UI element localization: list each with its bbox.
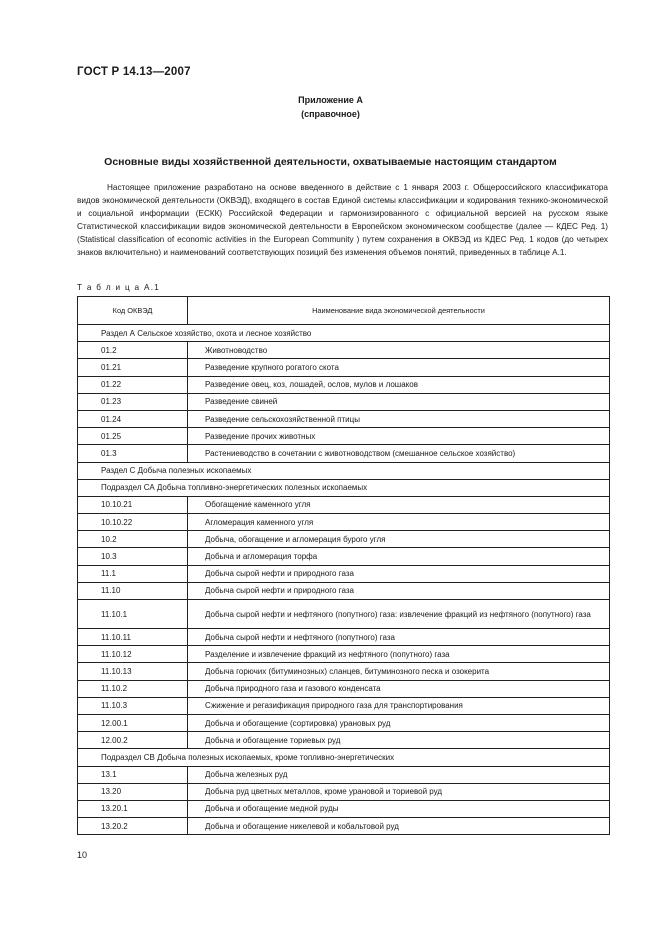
page-number: 10 [77,850,88,860]
column-header-code: Код ОКВЭД [78,297,188,325]
activity-name-cell: Разведение крупного рогатого скота [188,359,610,376]
activity-name-cell: Животноводство [188,342,610,359]
section-row [78,462,610,479]
okved-code-cell: 10.2 [78,531,188,548]
appendix-note: (справочное) [301,109,360,119]
activity-name-cell: Добыча и обогащение ториевых руд [188,732,610,749]
okved-code-cell: 11.10.12 [78,646,188,663]
okved-code-cell: 01.21 [78,359,188,376]
okved-code-cell: 01.3 [78,445,188,462]
section-row [78,325,610,342]
document-header: ГОСТ Р 14.13—2007 [77,66,191,78]
table-row [78,629,610,646]
table-row [78,410,610,427]
table-row [78,548,610,565]
activity-name-cell: Добыча и агломерация торфа [188,548,610,565]
intro-text: Настоящее приложение разработано на основе введенного в действие с 1 января 2003 г. Общероссийского классификатора видов экономической деятельности (ОКВЭД), входящего в состав Единой системы классификации и кодирования технико-экономической и социальной информации (ЕСКК) Российской Федерации и гармонизированного с официальной версией на русском языке Статистической классификации видов экономической деятельности в Европейском экономическом сообществе (далее — КДЕС Ред. 1) (Statistical classification of economic activities in the European Community ) путем сохранения в ОКВЭД из КДЕС Ред. 1 кодов (до четырех знаков включительно) и наименований соответствующих позиций без изменения объемов понятий, приведенных в таблице А.1. [77,183,608,257]
activity-name-cell: Добыча и обогащение никелевой и кобальтовой руд [188,818,610,835]
table-row [78,818,610,835]
table-row [78,582,610,599]
table-row [78,496,610,513]
table-body [78,325,610,835]
okved-code-cell: 11.10.11 [78,629,188,646]
table-row [78,531,610,548]
okved-code-cell: 11.1 [78,565,188,582]
table-row [78,646,610,663]
section-heading: Раздел С Добыча полезных ископаемых [78,462,610,479]
okved-code-cell: 01.24 [78,410,188,427]
table-row [78,565,610,582]
table-row [78,714,610,731]
table-header-row [78,297,610,325]
page-title: Основные виды хозяйственной деятельности, охватываемые настоящим стандартом [104,156,557,168]
okved-code-cell: 01.25 [78,428,188,445]
activity-name-cell: Добыча горючих (битуминозных) сланцев, битуминозного песка и озокерита [188,663,610,680]
okved-code-cell: 13.20.1 [78,800,188,817]
column-header-name: Наименование вида экономической деятельности [188,297,610,325]
activity-name-cell: Разделение и извлечение фракций из нефтяного (попутного) газа [188,646,610,663]
intro-paragraph [77,182,608,259]
activity-name-cell: Добыча сырой нефти и природного газа [188,565,610,582]
table-row [78,514,610,531]
activity-name-cell: Растениеводство в сочетании с животноводством (смешанное сельское хозяйство) [188,445,610,462]
table-row [78,800,610,817]
okved-code-cell: 10.10.22 [78,514,188,531]
table-caption: Т а б л и ц а А.1 [77,283,161,292]
activity-name-cell: Разведение прочих животных [188,428,610,445]
table-row [78,766,610,783]
table-row [78,680,610,697]
okved-code-cell: 12.00.2 [78,732,188,749]
activity-name-cell: Добыча природного газа и газового конденсата [188,680,610,697]
activity-name-cell: Добыча, обогащение и агломерация бурого угля [188,531,610,548]
appendix-label: Приложение А [298,95,363,105]
okved-code-cell: 11.10.3 [78,697,188,714]
activity-name-cell: Сжижение и регазификация природного газа для транспортирования [188,697,610,714]
okved-code-cell: 11.10.1 [78,600,188,629]
table-row [78,342,610,359]
okved-code-cell: 11.10 [78,582,188,599]
okved-code-cell: 01.2 [78,342,188,359]
okved-code-cell: 13.20.2 [78,818,188,835]
activity-name-cell: Добыча сырой нефти и нефтяного (попутного) газа: извлечение фракций из нефтяного (попутного) газа [188,600,610,629]
okved-code-cell: 12.00.1 [78,714,188,731]
table-row [78,697,610,714]
activity-name-cell: Разведение овец, коз, лошадей, ослов, мулов и лошаков [188,376,610,393]
okved-code-cell: 10.3 [78,548,188,565]
table-row [78,428,610,445]
section-row [78,479,610,496]
section-heading: Подраздел СА Добыча топливно-энергетических полезных ископаемых [78,479,610,496]
table-row [78,783,610,800]
okved-code-cell: 11.10.2 [78,680,188,697]
activity-name-cell: Агломерация каменного угля [188,514,610,531]
okved-code-cell: 10.10.21 [78,496,188,513]
okved-code-cell: 11.10.13 [78,663,188,680]
table-row [78,663,610,680]
activity-name-cell: Добыча руд цветных металлов, кроме урановой и ториевой руд [188,783,610,800]
table-row [78,376,610,393]
activity-name-cell: Обогащение каменного угля [188,496,610,513]
activity-name-cell: Разведение сельскохозяйственной птицы [188,410,610,427]
table-row [78,445,610,462]
activity-name-cell: Разведение свиней [188,393,610,410]
activity-name-cell: Добыча сырой нефти и нефтяного (попутного) газа [188,629,610,646]
table-row [78,600,610,629]
section-heading: Раздел А Сельское хозяйство, охота и лесное хозяйство [78,325,610,342]
table-row [78,359,610,376]
okved-code-cell: 01.22 [78,376,188,393]
table-row [78,732,610,749]
table-row [78,393,610,410]
okved-code-cell: 01.23 [78,393,188,410]
okved-code-cell: 13.1 [78,766,188,783]
activity-name-cell: Добыча сырой нефти и природного газа [188,582,610,599]
section-heading: Подраздел СВ Добыча полезных ископаемых, кроме топливно-энергетических [78,749,610,766]
activity-name-cell: Добыча железных руд [188,766,610,783]
section-row [78,749,610,766]
activity-name-cell: Добыча и обогащение (сортировка) урановых руд [188,714,610,731]
okved-code-cell: 13.20 [78,783,188,800]
activity-name-cell: Добыча и обогащение медной руды [188,800,610,817]
okved-table [77,296,610,835]
